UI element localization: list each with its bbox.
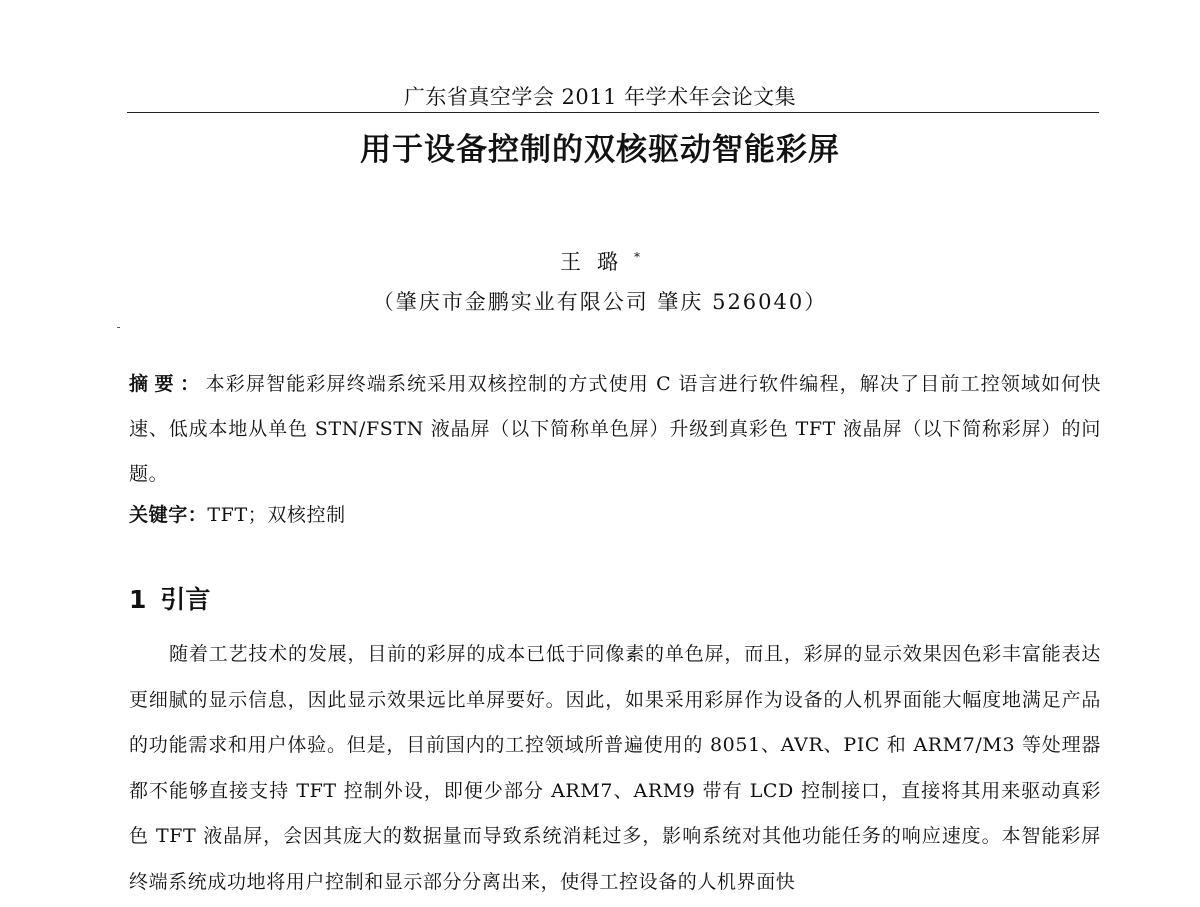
author-footnote-mark: *	[634, 250, 640, 264]
keywords-text: TFT；双核控制	[207, 504, 346, 526]
keywords-label: 关键字：	[129, 504, 208, 526]
intro-paragraph: 随着工艺技术的发展，目前的彩屏的成本已低于同像素的单色屏，而且，彩屏的显示效果因色彩丰富能表达更细腻的显示信息，因此显示效果远比单屏要好。因此，如果采用彩屏作为设备的人机界面能大幅度地满足产品的功能需求和用户体验。但是，目前国内的工控领域所普遍使用的 8051、AVR、PIC 和 ARM7/M3 等处理器都不能够直接支持 TFT 控制外设，即便少部分 ARM7、ARM9 带有 LCD 控制接口，直接将其用来驱动真彩色 TFT 液晶屏，会因其庞大的数据量而导致系统消耗过多，影响系统对其他功能任务的响应速度。本智能彩屏终端系统成功地将用户控制和显示部分分离出来，使得工控设备的人机界面快	[129, 643, 1101, 893]
section-heading	[129, 580, 210, 620]
section-number: 1	[129, 585, 147, 614]
author-name: 王璐	[560, 250, 634, 274]
abstract-text: 本彩屏智能彩屏终端系统采用双核控制的方式使用 C 语言进行软件编程，解决了目前工控领域如何快速、低成本地从单色 STN/FSTN 液晶屏（以下简称单色屏）升级到真彩色 TFT 液晶屏（以下简称彩屏）的问题。	[129, 373, 1101, 485]
keywords	[129, 493, 1101, 538]
abstract	[129, 362, 1101, 497]
abstract-label: 摘要：	[129, 373, 206, 395]
author-affiliation: （肇庆市金鹏实业有限公司 肇庆 526040）	[372, 290, 828, 314]
scan-artifact	[117, 327, 120, 328]
author-line	[0, 243, 1200, 276]
running-header: 广东省真空学会 2011 年学术年会论文集	[403, 85, 797, 109]
header-rule	[127, 112, 1099, 113]
paper-title: 用于设备控制的双核驱动智能彩屏	[360, 132, 840, 168]
section-title: 引言	[160, 585, 211, 614]
